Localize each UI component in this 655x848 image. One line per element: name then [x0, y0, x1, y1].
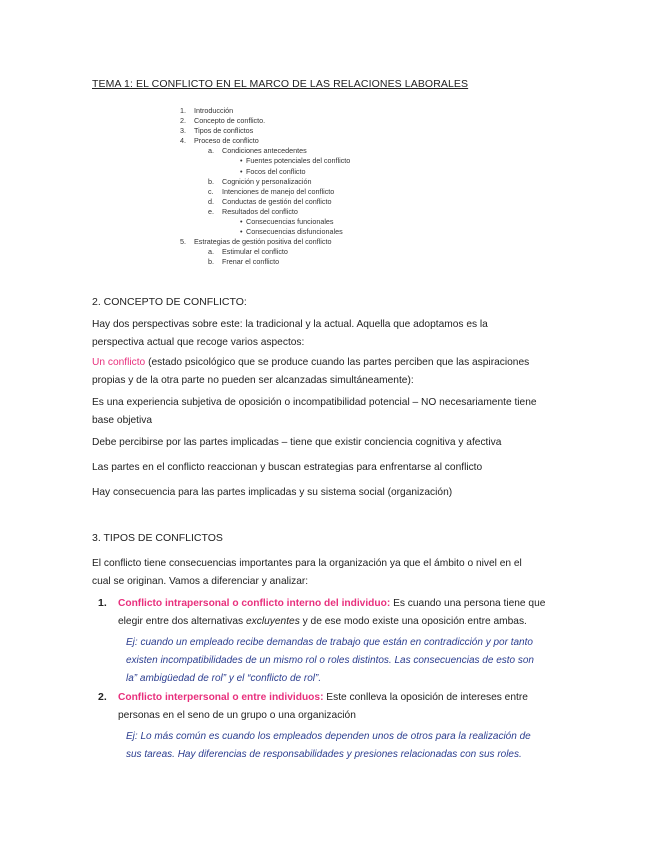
table-of-contents — [180, 106, 350, 268]
text-line: personas en el seno de un grupo o una organización — [118, 710, 356, 721]
example-interpersonal — [126, 728, 561, 764]
toc-item — [180, 227, 350, 237]
list-item-number: 1. — [98, 597, 107, 609]
toc-item-label: Consecuencias funcionales — [246, 217, 334, 227]
text-line: sus tareas. Hay diferencias de responsabilidades y presiones relacionadas con sus roles. — [126, 749, 522, 760]
conflict-type-term: Conflicto intrapersonal o conflicto interno del individuo: — [118, 598, 391, 609]
toc-item — [180, 237, 350, 247]
toc-item-label: Introducción — [194, 106, 234, 115]
list-item-intrapersonal — [118, 595, 558, 631]
toc-item — [180, 136, 350, 146]
toc-item — [180, 156, 350, 166]
toc-item-label: Frenar el conflicto — [222, 257, 280, 267]
point-subjective-experience — [92, 394, 552, 430]
section-2-heading: 2. CONCEPTO DE CONFLICTO: — [92, 296, 247, 308]
text-line — [92, 354, 552, 372]
toc-item — [180, 146, 350, 156]
toc-item-number: 4. — [180, 136, 186, 146]
toc-item-label: Cognición y personalización — [222, 176, 312, 186]
point-react: Las partes en el conflicto reaccionan y buscan estrategias para enfrentarse al conflicto — [92, 462, 483, 473]
list-item-number: 2. — [98, 691, 107, 703]
toc-item-number: 5. — [180, 237, 186, 247]
toc-item — [180, 167, 350, 177]
toc-item — [180, 247, 350, 257]
toc-item-number: 3. — [180, 126, 186, 136]
toc-item-label: Resultados del conflicto — [222, 206, 298, 216]
toc-item-number: 2. — [180, 116, 186, 126]
toc-item-number: a. — [208, 146, 214, 156]
point-consequence: Hay consecuencia para las partes implicadas y su sistema social (organización) — [92, 487, 453, 498]
text-span: Es cuando una persona tiene que — [390, 598, 546, 609]
conflict-type-term: Conflicto interpersonal o entre individuos: — [118, 692, 324, 703]
text-span: (estado psicológico que se produce cuando las partes perciben que las aspiraciones — [145, 357, 530, 368]
toc-item-label: Consecuencias disfuncionales — [246, 227, 343, 237]
text-line: existen incompatibilidades de un mismo rol o roles distintos. Las consecuencias de esto son — [126, 655, 534, 666]
toc-item — [180, 177, 350, 187]
toc-item — [180, 116, 350, 126]
toc-item — [180, 257, 350, 267]
definition-term: Un conflicto — [92, 357, 146, 368]
toc-item-number: b. — [208, 176, 214, 186]
toc-item — [180, 187, 350, 197]
text-line: Es una experiencia subjetiva de oposición o incompatibilidad potencial – NO necesariamente tiene — [92, 397, 537, 408]
text-span: elegir entre dos alternativas — [118, 616, 246, 627]
text-line — [118, 595, 558, 613]
toc-item — [180, 106, 350, 116]
toc-item-label: Estimular el conflicto — [222, 247, 288, 257]
text-line — [118, 689, 558, 707]
section-3-intro — [92, 555, 552, 591]
text-line: base objetiva — [92, 415, 153, 426]
toc-item-label: Estrategias de gestión positiva del conflicto — [194, 237, 332, 247]
toc-item — [180, 217, 350, 227]
point-perceived: Debe percibirse por las partes implicadas – tiene que existir conciencia cognitiva y afectiva — [92, 437, 502, 448]
toc-item-label: Conductas de gestión del conflicto — [222, 196, 332, 206]
toc-item-number: • — [240, 156, 243, 166]
toc-item-label: Intenciones de manejo del conflicto — [222, 186, 335, 196]
toc-item — [180, 126, 350, 136]
toc-item-label: Tipos de conflictos — [194, 126, 254, 136]
text-line: cual se originan. Vamos a diferenciar y analizar: — [92, 576, 309, 587]
conflict-definition — [92, 354, 552, 390]
text-line: El conflicto tiene consecuencias importantes para la organización ya que el ámbito o nivel en el — [92, 558, 522, 569]
toc-item-label: Focos del conflicto — [246, 166, 306, 176]
toc-item-number: e. — [208, 206, 214, 216]
example-intrapersonal — [126, 634, 561, 688]
text-line: perspectiva actual que recoge varios aspectos: — [92, 337, 305, 348]
text-line: Ej: Lo más común es cuando los empleados dependen unos de otros para la realización de — [126, 731, 531, 742]
toc-item-label: Proceso de conflicto — [194, 136, 259, 146]
text-line — [118, 613, 558, 631]
toc-item-number: c. — [208, 186, 214, 196]
page-title: TEMA 1: EL CONFLICTO EN EL MARCO DE LAS RELACIONES LABORALES — [92, 78, 469, 90]
text-line: Hay dos perspectivas sobre este: la tradicional y la actual. Aquella que adoptamos es la — [92, 319, 488, 330]
section-2-intro — [92, 316, 552, 352]
toc-item-number: • — [240, 227, 243, 237]
toc-item-number: a. — [208, 247, 214, 257]
toc-item-number: d. — [208, 196, 214, 206]
toc-item — [180, 207, 350, 217]
list-item-interpersonal — [118, 689, 558, 725]
toc-item-number: • — [240, 217, 243, 227]
toc-item-number: b. — [208, 257, 214, 267]
text-span: Este conlleva la oposición de intereses entre — [323, 692, 528, 703]
text-line: Ej: cuando un empleado recibe demandas de trabajo que están en contradicción y por tanto — [126, 637, 533, 648]
toc-item-number: 1. — [180, 106, 186, 115]
text-line: la” ambigüedad de rol” y el “conflicto de rol”. — [126, 673, 322, 684]
text-line: propias y de la otra parte no pueden ser alcanzadas simultáneamente): — [92, 375, 414, 386]
section-3-heading: 3. TIPOS DE CONFLICTOS — [92, 532, 223, 544]
emphasis: excluyentes — [245, 616, 300, 627]
toc-item — [180, 197, 350, 207]
toc-item-label: Condiciones antecedentes — [222, 146, 307, 156]
text-span: y de ese modo existe una oposición entre ambas. — [299, 616, 527, 627]
toc-item-label: Fuentes potenciales del conflicto — [246, 156, 351, 166]
toc-item-label: Concepto de conflicto. — [194, 116, 266, 126]
toc-item-number: • — [240, 166, 243, 176]
